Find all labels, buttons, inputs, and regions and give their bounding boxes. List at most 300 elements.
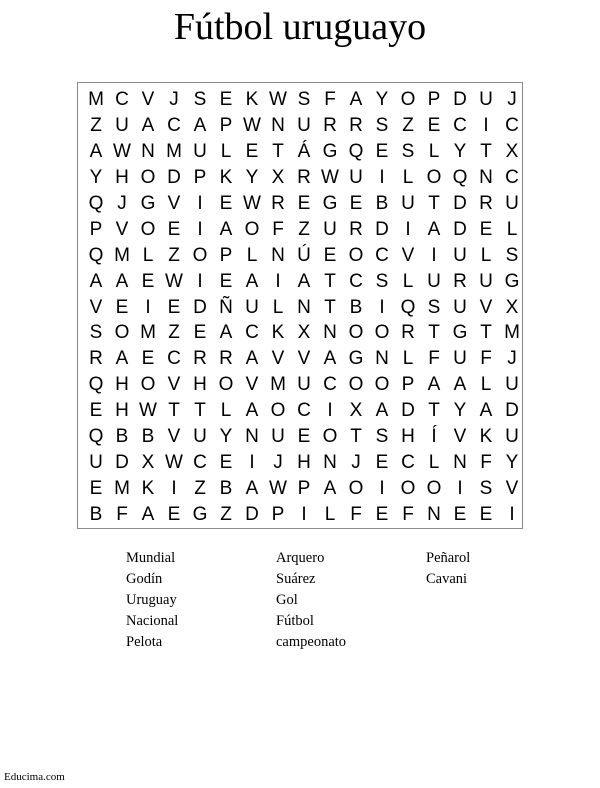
grid-letter: U bbox=[505, 193, 519, 214]
grid-letter: M bbox=[166, 141, 182, 163]
grid-letter: U bbox=[245, 296, 259, 318]
grid-letter: U bbox=[505, 374, 519, 396]
grid-letter: D bbox=[453, 193, 467, 214]
grid-letter: M bbox=[88, 89, 104, 111]
grid-letter: V bbox=[453, 426, 467, 448]
grid-letter: D bbox=[453, 218, 467, 240]
word-item: Mundial bbox=[126, 550, 176, 566]
grid-letter: I bbox=[197, 193, 203, 214]
grid-letter: U bbox=[297, 115, 311, 137]
grid-letter: I bbox=[171, 477, 177, 499]
grid-letter: T bbox=[194, 400, 206, 422]
grid-letter: Q bbox=[400, 296, 416, 318]
grid-letter: N bbox=[141, 141, 155, 163]
grid-letter: U bbox=[89, 451, 103, 473]
word-item: campeonato bbox=[276, 634, 347, 650]
letter-grid bbox=[83, 87, 525, 527]
grid-letter: U bbox=[453, 296, 467, 318]
grid-letter: E bbox=[193, 322, 207, 344]
grid-letter: U bbox=[115, 115, 129, 137]
grid-letter: E bbox=[167, 296, 181, 318]
grid-letter: U bbox=[479, 89, 493, 111]
grid-letter: O bbox=[192, 244, 208, 266]
grid-letter: Ú bbox=[297, 244, 311, 266]
grid-letter: L bbox=[506, 218, 518, 240]
grid-letter: N bbox=[297, 296, 311, 318]
grid-letter: Ñ bbox=[219, 296, 233, 318]
grid-letter: Í bbox=[431, 426, 437, 448]
grid-letter: U bbox=[453, 348, 467, 370]
grid-letter: G bbox=[322, 141, 338, 163]
grid-letter: F bbox=[116, 503, 128, 525]
grid-letter: A bbox=[427, 374, 441, 396]
grid-letter: U bbox=[479, 270, 493, 292]
grid-letter: C bbox=[297, 400, 311, 422]
grid-letter: N bbox=[323, 322, 337, 344]
word-item: Godín bbox=[126, 571, 163, 587]
grid-letter: L bbox=[272, 296, 284, 318]
grid-letter: A bbox=[453, 374, 467, 396]
grid-letter: E bbox=[297, 426, 311, 448]
grid-letter: O bbox=[348, 477, 364, 499]
grid-letter: B bbox=[349, 296, 363, 318]
grid-letter: D bbox=[115, 451, 129, 473]
grid-letter: A bbox=[219, 322, 233, 344]
grid-letter: W bbox=[243, 115, 261, 137]
grid-letter: M bbox=[504, 322, 520, 344]
grid-letter: R bbox=[219, 348, 233, 370]
grid-letter: E bbox=[115, 296, 129, 318]
grid-letter: Q bbox=[88, 426, 104, 448]
grid-letter: O bbox=[244, 218, 260, 240]
grid-letter: Y bbox=[453, 400, 467, 422]
grid-letter: Q bbox=[452, 167, 468, 189]
grid-letter: U bbox=[349, 167, 363, 189]
grid-letter: O bbox=[140, 218, 156, 240]
grid-letter: A bbox=[245, 400, 259, 422]
grid-letter: E bbox=[479, 503, 493, 525]
grid-letter: Q bbox=[88, 374, 104, 396]
grid-letter: D bbox=[375, 218, 389, 240]
grid-letter: O bbox=[374, 374, 390, 396]
grid-letter: T bbox=[350, 426, 362, 448]
grid-letter: B bbox=[89, 503, 103, 525]
grid-letter: P bbox=[427, 89, 441, 111]
grid-letter: Z bbox=[168, 244, 180, 266]
grid-letter: J bbox=[351, 451, 361, 473]
grid-letter: V bbox=[167, 193, 181, 214]
grid-letter: Z bbox=[402, 115, 414, 137]
grid-letter: S bbox=[193, 89, 207, 111]
grid-letter: G bbox=[348, 348, 364, 370]
grid-letter: S bbox=[297, 89, 311, 111]
grid-letter: H bbox=[115, 374, 129, 396]
grid-letter: K bbox=[271, 322, 285, 344]
grid-letter: Y bbox=[89, 167, 103, 189]
grid-letter: F bbox=[480, 451, 492, 473]
grid-letter: L bbox=[402, 270, 414, 292]
grid-letter: I bbox=[379, 296, 385, 318]
word-list-column-1 bbox=[126, 548, 178, 653]
grid-letter: E bbox=[219, 270, 233, 292]
grid-letter: Z bbox=[90, 115, 102, 137]
grid-letter: I bbox=[457, 477, 463, 499]
grid-letter: J bbox=[507, 89, 517, 111]
grid-letter: C bbox=[375, 244, 389, 266]
grid-letter: A bbox=[193, 115, 207, 137]
grid-letter: D bbox=[453, 89, 467, 111]
footer-credit: Educima.com bbox=[4, 771, 65, 783]
grid-letter: X bbox=[271, 167, 285, 189]
grid-letter: P bbox=[401, 374, 415, 396]
grid-letter: K bbox=[141, 477, 155, 499]
grid-letter: O bbox=[348, 322, 364, 344]
grid-letter: E bbox=[89, 400, 103, 422]
grid-letter: Y bbox=[453, 141, 467, 163]
grid-letter: D bbox=[167, 167, 181, 189]
grid-letter: R bbox=[349, 218, 363, 240]
grid-letter: D bbox=[245, 503, 259, 525]
grid-letter: R bbox=[453, 270, 467, 292]
grid-letter: O bbox=[140, 374, 156, 396]
word-item: Suárez bbox=[276, 571, 316, 587]
grid-letter: W bbox=[269, 477, 287, 499]
grid-letter: R bbox=[479, 193, 493, 214]
grid-letter: C bbox=[323, 374, 337, 396]
grid-letter: G bbox=[452, 322, 468, 344]
grid-letter: N bbox=[323, 451, 337, 473]
grid-letter: V bbox=[271, 348, 285, 370]
grid-letter: J bbox=[507, 348, 517, 370]
page-title: Fútbol uruguayo bbox=[173, 6, 427, 48]
grid-letter: Á bbox=[297, 141, 311, 163]
grid-letter: S bbox=[401, 141, 415, 163]
word-item: Uruguay bbox=[126, 592, 177, 608]
grid-letter: T bbox=[168, 400, 180, 422]
grid-letter: P bbox=[219, 115, 233, 137]
grid-letter: A bbox=[245, 270, 259, 292]
grid-letter: E bbox=[245, 141, 259, 163]
grid-letter: R bbox=[271, 193, 285, 214]
grid-letter: L bbox=[220, 141, 232, 163]
grid-letter: T bbox=[480, 141, 492, 163]
grid-letter: G bbox=[140, 193, 156, 214]
grid-letter: E bbox=[375, 451, 389, 473]
grid-letter: I bbox=[275, 270, 281, 292]
grid-letter: M bbox=[114, 244, 130, 266]
grid-letter: I bbox=[405, 218, 411, 240]
grid-letter: O bbox=[374, 322, 390, 344]
grid-letter: P bbox=[219, 244, 233, 266]
grid-letter: T bbox=[428, 322, 440, 344]
grid-letter: H bbox=[297, 451, 311, 473]
grid-letter: L bbox=[402, 167, 414, 189]
grid-letter: V bbox=[479, 296, 493, 318]
grid-letter: A bbox=[219, 218, 233, 240]
grid-letter: B bbox=[219, 477, 233, 499]
grid-letter: R bbox=[323, 115, 337, 137]
grid-letter: F bbox=[324, 89, 336, 111]
grid-letter: V bbox=[245, 374, 259, 396]
grid-letter: T bbox=[324, 296, 336, 318]
grid-letter: N bbox=[271, 244, 285, 266]
grid-letter: T bbox=[428, 193, 440, 214]
grid-letter: B bbox=[115, 426, 129, 448]
grid-letter: O bbox=[114, 322, 130, 344]
grid-letter: X bbox=[141, 451, 155, 473]
grid-letter: P bbox=[89, 218, 103, 240]
grid-letter: L bbox=[324, 503, 336, 525]
grid-letter: K bbox=[245, 89, 259, 111]
grid-letter: R bbox=[349, 115, 363, 137]
grid-letter: V bbox=[167, 374, 181, 396]
grid-letter: Y bbox=[219, 426, 233, 448]
grid-letter: I bbox=[379, 167, 385, 189]
grid-letter: Z bbox=[220, 503, 232, 525]
grid-letter: H bbox=[193, 374, 207, 396]
grid-letter: U bbox=[323, 218, 337, 240]
grid-letter: U bbox=[453, 244, 467, 266]
word-list-column-3 bbox=[426, 548, 470, 590]
grid-letter: E bbox=[375, 141, 389, 163]
grid-letter: R bbox=[297, 167, 311, 189]
grid-letter: L bbox=[428, 451, 440, 473]
grid-letter: V bbox=[141, 89, 155, 111]
grid-letter: V bbox=[115, 218, 129, 240]
grid-letter: K bbox=[479, 426, 493, 448]
grid-letter: O bbox=[270, 400, 286, 422]
grid-letter: S bbox=[479, 477, 493, 499]
grid-letter: C bbox=[167, 348, 181, 370]
grid-letter: H bbox=[115, 400, 129, 422]
grid-letter: O bbox=[348, 374, 364, 396]
grid-letter: E bbox=[297, 193, 311, 214]
grid-letter: D bbox=[193, 296, 207, 318]
grid-letter: A bbox=[141, 503, 155, 525]
word-item: Pelota bbox=[126, 634, 163, 650]
grid-letter: E bbox=[219, 89, 233, 111]
grid-letter: C bbox=[115, 89, 129, 111]
grid-letter: C bbox=[505, 167, 519, 189]
grid-letter: A bbox=[115, 348, 129, 370]
grid-letter: J bbox=[273, 451, 283, 473]
grid-letter: B bbox=[375, 193, 389, 214]
grid-letter: E bbox=[479, 218, 493, 240]
grid-letter: A bbox=[89, 270, 103, 292]
grid-letter: L bbox=[428, 141, 440, 163]
grid-letter: A bbox=[297, 270, 311, 292]
grid-letter: S bbox=[505, 244, 519, 266]
grid-letter: O bbox=[400, 89, 416, 111]
grid-letter: Y bbox=[505, 451, 519, 473]
grid-letter: A bbox=[115, 270, 129, 292]
grid-letter: O bbox=[322, 426, 338, 448]
grid-letter: T bbox=[324, 270, 336, 292]
grid-letter: I bbox=[509, 503, 515, 525]
grid-letter: T bbox=[428, 400, 440, 422]
grid-letter: M bbox=[140, 322, 156, 344]
grid-letter: E bbox=[427, 115, 441, 137]
grid-letter: F bbox=[402, 503, 414, 525]
grid-letter: N bbox=[271, 115, 285, 137]
grid-letter: A bbox=[427, 218, 441, 240]
grid-letter: W bbox=[165, 451, 183, 473]
grid-letter: F bbox=[428, 348, 440, 370]
grid-letter: U bbox=[193, 426, 207, 448]
grid-letter: G bbox=[504, 270, 520, 292]
grid-letter: C bbox=[167, 115, 181, 137]
word-item: Cavani bbox=[426, 571, 468, 587]
grid-letter: L bbox=[246, 244, 258, 266]
grid-letter: F bbox=[350, 503, 362, 525]
grid-letter: Y bbox=[375, 89, 389, 111]
grid-letter: S bbox=[375, 270, 389, 292]
grid-letter: O bbox=[426, 477, 442, 499]
grid-letter: W bbox=[321, 167, 339, 189]
word-list-column-2 bbox=[276, 548, 346, 653]
grid-letter: H bbox=[115, 167, 129, 189]
grid-letter: D bbox=[401, 400, 415, 422]
word-item: Arquero bbox=[276, 550, 325, 566]
grid-letter: N bbox=[427, 503, 441, 525]
grid-letter: P bbox=[297, 477, 311, 499]
grid-letter: O bbox=[140, 167, 156, 189]
grid-letter: J bbox=[117, 193, 127, 214]
grid-letter: N bbox=[453, 451, 467, 473]
grid-letter: A bbox=[89, 141, 103, 163]
grid-letter: A bbox=[349, 89, 363, 111]
grid-letter: J bbox=[169, 89, 179, 111]
grid-letter: S bbox=[427, 296, 441, 318]
grid-letter: M bbox=[270, 374, 286, 396]
grid-letter: D bbox=[505, 400, 519, 422]
word-item: Fútbol bbox=[276, 613, 314, 629]
grid-letter: I bbox=[145, 296, 151, 318]
grid-letter: U bbox=[193, 141, 207, 163]
grid-letter: R bbox=[401, 322, 415, 344]
grid-letter: I bbox=[327, 400, 333, 422]
grid-letter: O bbox=[348, 244, 364, 266]
grid-letter: I bbox=[431, 244, 437, 266]
grid-letter: T bbox=[272, 141, 284, 163]
grid-letter: W bbox=[113, 141, 131, 163]
grid-letter: B bbox=[141, 426, 155, 448]
grid-letter: O bbox=[400, 477, 416, 499]
grid-letter: E bbox=[453, 503, 467, 525]
grid-letter: I bbox=[379, 477, 385, 499]
grid-letter: Z bbox=[298, 218, 310, 240]
grid-letter: E bbox=[141, 348, 155, 370]
grid-letter: I bbox=[249, 451, 255, 473]
grid-letter: E bbox=[219, 193, 233, 214]
grid-letter: V bbox=[167, 426, 181, 448]
grid-letter: L bbox=[220, 400, 232, 422]
grid-letter: Q bbox=[348, 141, 364, 163]
grid-letter: A bbox=[245, 348, 259, 370]
grid-letter: A bbox=[245, 477, 259, 499]
grid-letter: X bbox=[297, 322, 311, 344]
grid-letter: N bbox=[245, 426, 259, 448]
grid-letter: L bbox=[480, 374, 492, 396]
grid-letter: T bbox=[480, 322, 492, 344]
grid-letter: G bbox=[322, 193, 338, 214]
grid-letter: O bbox=[218, 374, 234, 396]
grid-letter: I bbox=[197, 218, 203, 240]
grid-letter: Z bbox=[194, 477, 206, 499]
grid-letter: U bbox=[505, 426, 519, 448]
grid-letter: C bbox=[349, 270, 363, 292]
grid-letter: E bbox=[167, 218, 181, 240]
grid-letter: U bbox=[401, 193, 415, 214]
grid-letter: E bbox=[375, 503, 389, 525]
grid-letter: X bbox=[505, 141, 519, 163]
grid-letter: E bbox=[323, 244, 337, 266]
grid-letter: V bbox=[401, 244, 415, 266]
grid-letter: X bbox=[505, 296, 519, 318]
grid-letter: L bbox=[402, 348, 414, 370]
grid-letter: A bbox=[479, 400, 493, 422]
grid-letter: Q bbox=[88, 193, 104, 214]
grid-letter: U bbox=[271, 426, 285, 448]
grid-letter: E bbox=[141, 270, 155, 292]
grid-letter: O bbox=[426, 167, 442, 189]
grid-letter: X bbox=[349, 400, 363, 422]
word-search-grid bbox=[77, 82, 523, 529]
grid-letter: W bbox=[243, 193, 261, 214]
grid-letter: H bbox=[401, 426, 415, 448]
word-item: Nacional bbox=[126, 613, 179, 629]
grid-letter: U bbox=[297, 374, 311, 396]
grid-letter: R bbox=[89, 348, 103, 370]
grid-letter: S bbox=[375, 426, 389, 448]
grid-letter: I bbox=[301, 503, 307, 525]
grid-letter: E bbox=[89, 477, 103, 499]
grid-letter: C bbox=[245, 322, 259, 344]
grid-letter: E bbox=[349, 193, 363, 214]
grid-letter: V bbox=[297, 348, 311, 370]
grid-letter: Q bbox=[88, 244, 104, 266]
grid-letter: C bbox=[401, 451, 415, 473]
grid-letter: P bbox=[193, 167, 207, 189]
grid-letter: I bbox=[483, 115, 489, 137]
grid-letter: F bbox=[272, 218, 284, 240]
grid-letter: I bbox=[197, 270, 203, 292]
grid-letter: L bbox=[142, 244, 154, 266]
word-item: Peñarol bbox=[426, 550, 471, 566]
grid-letter: U bbox=[427, 270, 441, 292]
grid-letter: A bbox=[323, 348, 337, 370]
grid-letter: E bbox=[219, 451, 233, 473]
word-item: Gol bbox=[276, 592, 298, 608]
grid-letter: K bbox=[219, 167, 233, 189]
grid-letter: R bbox=[193, 348, 207, 370]
grid-letter: M bbox=[114, 477, 130, 499]
grid-letter: W bbox=[139, 400, 157, 422]
grid-letter: Y bbox=[245, 167, 259, 189]
grid-letter: C bbox=[193, 451, 207, 473]
grid-letter: E bbox=[167, 503, 181, 525]
grid-letter: S bbox=[89, 322, 103, 344]
grid-letter: A bbox=[141, 115, 155, 137]
grid-letter: A bbox=[323, 477, 337, 499]
grid-letter: L bbox=[480, 244, 492, 266]
grid-letter: C bbox=[505, 115, 519, 137]
grid-letter: C bbox=[453, 115, 467, 137]
grid-letter: Z bbox=[168, 322, 180, 344]
grid-letter: W bbox=[269, 89, 287, 111]
grid-letter: W bbox=[165, 270, 183, 292]
grid-letter: N bbox=[479, 167, 493, 189]
